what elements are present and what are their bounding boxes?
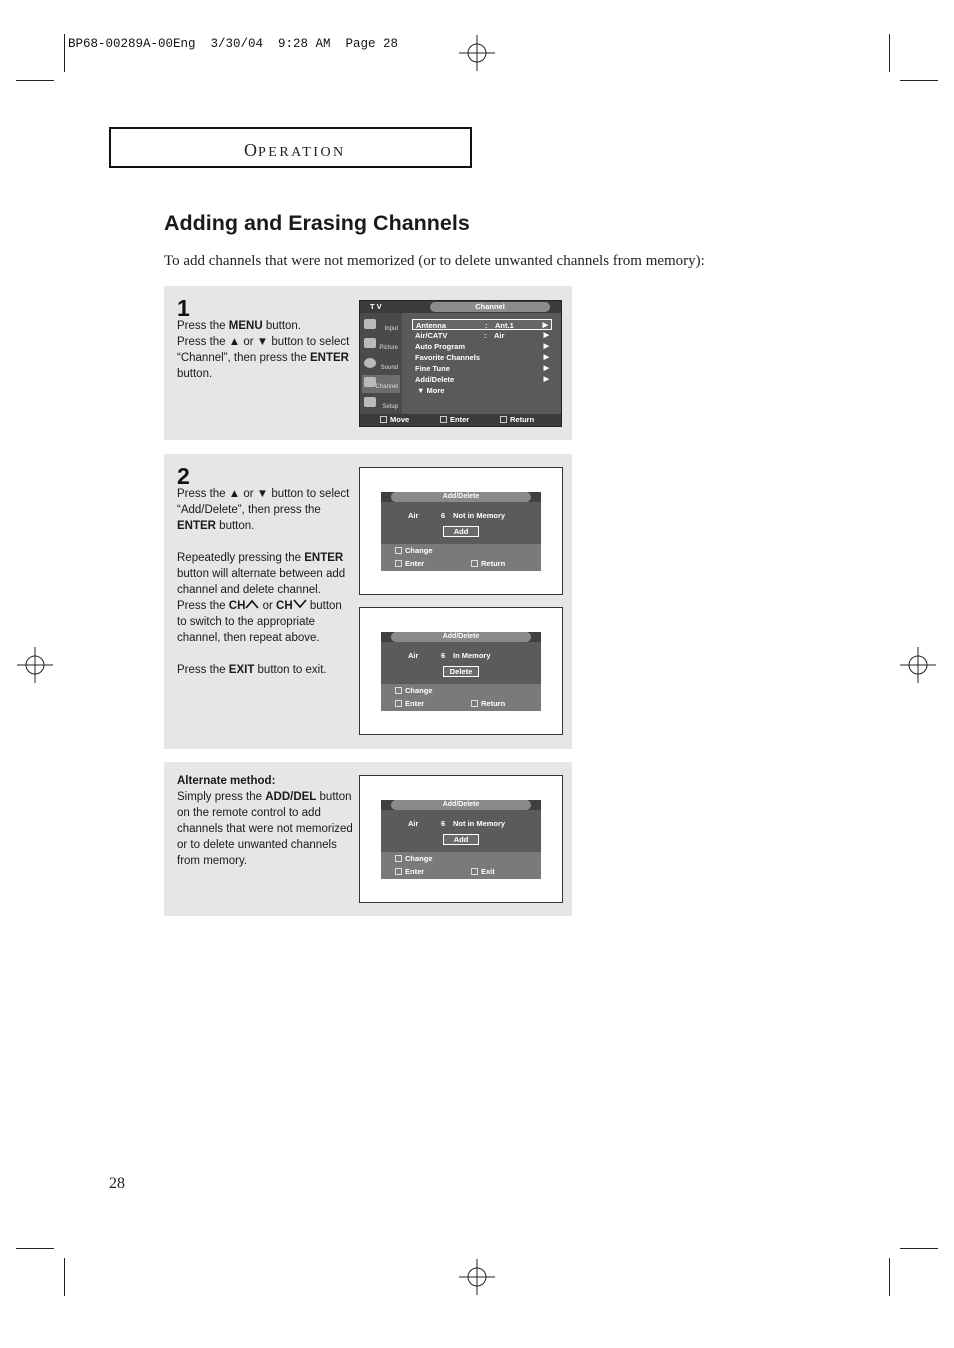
osd-sidebar	[360, 313, 402, 414]
menu-row-antenna: Antenna : Ant.1 ▶	[412, 319, 552, 330]
hint-enter: Enter	[395, 867, 424, 876]
exit-icon	[471, 868, 478, 875]
section-title-rest: PERATION	[258, 145, 346, 160]
step-2-para-3: Press the EXIT button to exit.	[177, 664, 327, 676]
osd-channel: 6	[441, 651, 446, 660]
hint-change: Change	[395, 854, 433, 863]
osd-frame-add	[359, 467, 563, 595]
osd-status: Not in Memory	[453, 511, 506, 520]
channel-menu-osd	[359, 300, 562, 427]
enter-icon	[440, 416, 447, 423]
add-button: Add	[443, 834, 479, 845]
menu-row-add-delete: Add/Delete ▶	[415, 375, 549, 384]
enter-icon	[395, 560, 402, 567]
osd-footer	[381, 684, 541, 711]
crop-mark	[64, 1258, 65, 1296]
registration-mark-icon	[457, 1257, 497, 1297]
crop-mark	[900, 80, 938, 81]
hint-return: Return	[471, 559, 505, 568]
osd-status: Not in Memory	[453, 819, 506, 828]
crop-mark	[889, 1258, 890, 1296]
registration-mark-icon	[15, 645, 55, 685]
updown-icon	[395, 547, 402, 554]
menu-row-auto-program: Auto Program ▶	[415, 342, 549, 351]
osd-bottom-bar	[360, 414, 561, 426]
hint-return: Return	[500, 415, 534, 424]
osd-footer	[381, 544, 541, 571]
step-2-panel	[164, 454, 572, 749]
step-1-panel	[164, 286, 572, 440]
osd-title: Add/Delete	[391, 632, 531, 642]
arrow-right-icon: ▶	[543, 365, 549, 372]
hint-change: Change	[395, 686, 433, 695]
alternate-method-text	[177, 773, 353, 869]
osd-channel: 6	[441, 511, 446, 520]
chevron-down-icon	[293, 599, 307, 609]
sidebar-item-picture: Picture	[362, 336, 400, 354]
crop-mark	[889, 34, 890, 72]
crop-mark	[64, 34, 65, 72]
input-icon	[364, 319, 376, 329]
registration-mark-icon	[457, 33, 497, 73]
menu-row-more: ▼ More	[417, 386, 445, 395]
hint-enter: Enter	[395, 559, 424, 568]
return-icon	[500, 416, 507, 423]
sidebar-item-sound: Sound	[362, 356, 400, 374]
alternate-body: Simply press the ADD/DEL button on the remote control to add channels that were not memorized or to delete unwanted channels from memory.	[177, 791, 353, 867]
section-title	[244, 140, 346, 161]
crop-mark	[900, 1248, 938, 1249]
chevron-up-icon	[245, 599, 259, 609]
step-1-text	[177, 318, 355, 382]
step-number: 2	[177, 463, 190, 489]
step-1-line-1: Press the MENU button.	[177, 320, 302, 332]
hint-exit: Exit	[471, 867, 495, 876]
page-number: 28	[109, 1175, 125, 1192]
alternate-method-panel	[164, 762, 572, 916]
crop-mark	[16, 1248, 54, 1249]
updown-icon	[395, 687, 402, 694]
enter-icon	[395, 868, 402, 875]
menu-row-favorite-channels: Favorite Channels ▶	[415, 353, 549, 362]
sidebar-item-setup: Setup	[362, 395, 400, 413]
return-icon	[471, 560, 478, 567]
step-2-para-1: Press the ▲ or ▼ button to select “Add/Delete”, then press the ENTER button.	[177, 488, 350, 532]
menu-row-air-catv: Air/CATV : Air ▶	[415, 331, 549, 340]
osd-source: Air	[408, 819, 419, 828]
sidebar-item-input: Input	[362, 317, 400, 335]
hint-change: Change	[395, 546, 433, 555]
hint-return: Return	[471, 699, 505, 708]
arrow-right-icon: ▶	[542, 322, 548, 329]
osd-channel: 6	[441, 819, 446, 828]
arrow-right-icon: ▶	[543, 354, 549, 361]
move-icon	[380, 416, 387, 423]
arrow-right-icon: ▶	[543, 343, 549, 350]
osd-source: Air	[408, 651, 419, 660]
hint-move: Move	[380, 415, 409, 424]
intro-text: To add channels that were not memorized (or to delete unwanted channels from memory):	[164, 253, 705, 269]
osd-frame-alternate	[359, 775, 563, 903]
add-button: Add	[443, 526, 479, 537]
hint-enter: Enter	[440, 415, 469, 424]
osd-title: Add/Delete	[391, 800, 531, 810]
step-2-text	[177, 486, 353, 678]
add-delete-osd	[381, 492, 541, 571]
osd-footer	[381, 852, 541, 879]
delete-button: Delete	[443, 666, 479, 677]
sound-icon	[364, 358, 376, 368]
add-delete-osd	[381, 632, 541, 711]
add-delete-osd	[381, 800, 541, 879]
registration-mark-icon	[898, 645, 938, 685]
arrow-right-icon: ▶	[543, 376, 549, 383]
step-2-para-2: Repeatedly pressing the ENTER button will alternate between add channel and delete channel. Press the CH or CH button to switch to the appropriate channel, then repeat above.	[177, 552, 346, 644]
step-number: 1	[177, 295, 190, 321]
step-1-line-2: Press the ▲ or ▼ button to select “Channel”, then press the ENTER button.	[177, 336, 350, 380]
section-header	[109, 127, 472, 168]
crop-mark	[16, 80, 54, 81]
hint-enter: Enter	[395, 699, 424, 708]
updown-icon	[395, 855, 402, 862]
page-title: Adding and Erasing Channels	[164, 211, 470, 235]
arrow-right-icon: ▶	[543, 332, 549, 339]
enter-icon	[395, 700, 402, 707]
osd-title: Add/Delete	[391, 492, 531, 502]
menu-row-fine-tune: Fine Tune ▶	[415, 364, 549, 373]
return-icon	[471, 700, 478, 707]
sidebar-item-channel: Channel	[362, 375, 400, 393]
osd-status: In Memory	[453, 651, 491, 660]
setup-icon	[364, 397, 376, 407]
osd-title-bar	[360, 301, 561, 313]
channel-icon	[364, 377, 376, 387]
osd-tv-label: T V	[370, 302, 382, 311]
section-title-cap: O	[244, 140, 258, 160]
print-header: BP68-00289A-00Eng 3/30/04 9:28 AM Page 28	[68, 37, 399, 51]
osd-title: Channel	[430, 302, 550, 312]
osd-frame-delete	[359, 607, 563, 735]
alternate-heading: Alternate method:	[177, 775, 276, 787]
picture-icon	[364, 338, 376, 348]
osd-source: Air	[408, 511, 419, 520]
